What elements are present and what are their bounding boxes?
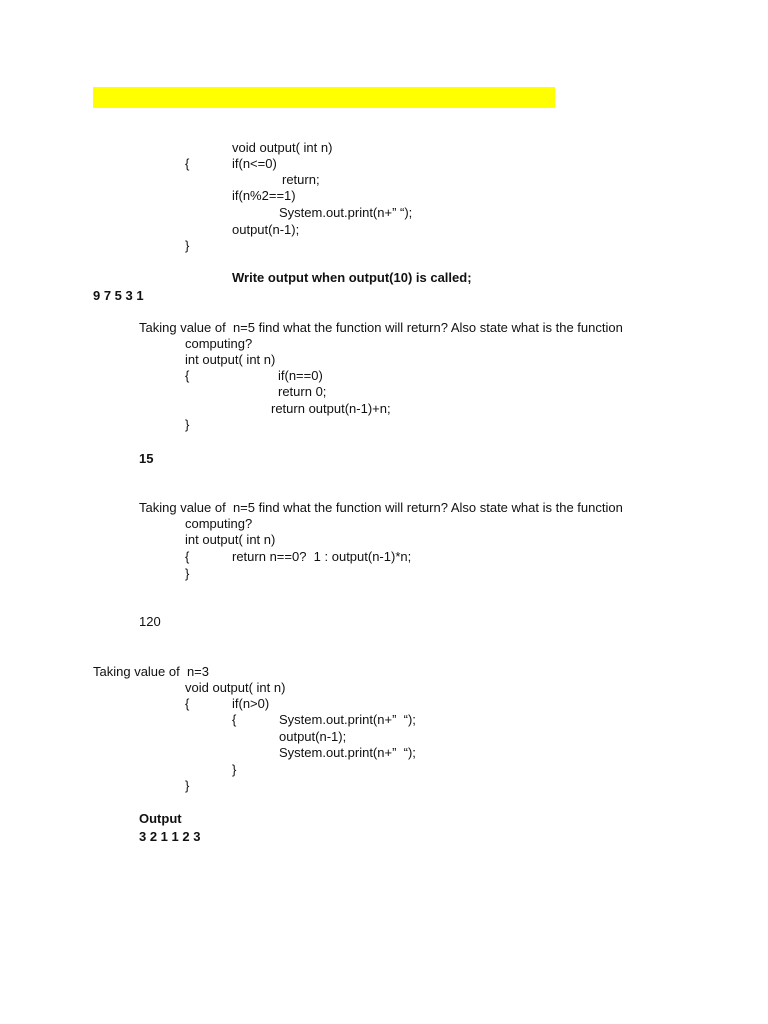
code-line: } [185,417,190,432]
highlight-bar [93,87,555,108]
code-line: return output(n-1)+n; [271,401,391,416]
code-line: } [185,566,190,581]
code-line: } [185,238,190,253]
code-line: System.out.print(n+” “); [279,712,416,727]
question-text: Taking value of n=5 find what the function will return? Also state what is the function [139,320,623,335]
output-label: Output [139,811,182,826]
code-line: void output( int n) [185,680,286,695]
code-line: return 0; [278,384,327,399]
code-line: output(n-1); [279,729,347,744]
code-line: } [185,778,190,793]
code-line: if(n>0) [232,696,270,711]
code-line: return; [282,172,320,187]
code-line: System.out.print(n+” “); [279,745,416,760]
question-text: Taking value of n=5 find what the function will return? Also state what is the function [139,500,623,515]
answer: 15 [139,451,154,466]
code-line: if(n<=0) [232,156,277,171]
answer: 120 [139,614,161,629]
code-line: System.out.print(n+” “); [279,205,413,220]
code-line: void output( int n) [232,140,333,155]
question-text: Taking value of n=3 [93,664,209,679]
code-line: { [185,368,190,383]
code-line: output(n-1); [232,222,300,237]
code-line: { [185,696,190,711]
question-text: computing? [185,516,253,531]
code-line: { [185,156,190,171]
code-line: if(n==0) [278,368,323,383]
code-line: return n==0? 1 : output(n-1)*n; [232,549,412,564]
code-line: } [232,762,237,777]
question-text: computing? [185,336,253,351]
code-line: { [185,549,190,564]
answer: 9 7 5 3 1 [93,288,144,303]
code-line: { [232,712,237,727]
question-prompt: Write output when output(10) is called; [232,270,472,285]
code-line: int output( int n) [185,352,276,367]
code-line: if(n%2==1) [232,188,296,203]
code-line: int output( int n) [185,532,276,547]
answer: 3 2 1 1 2 3 [139,829,201,844]
